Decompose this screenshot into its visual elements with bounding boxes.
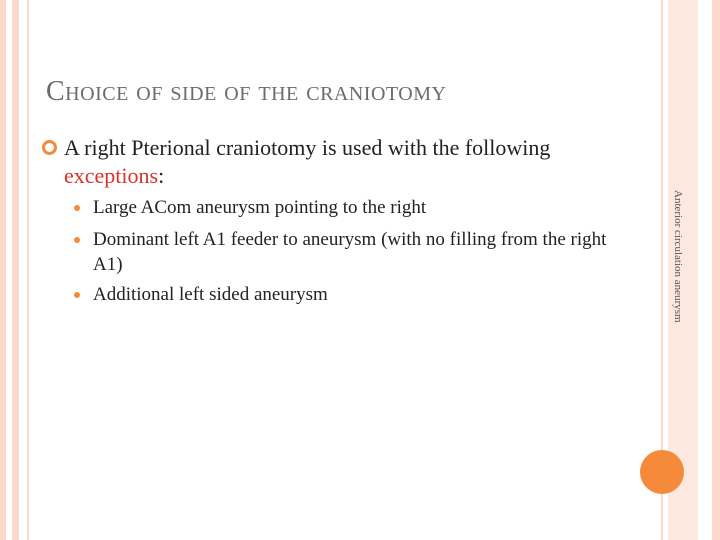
sub-bullet-text: Additional left sided aneurysm (93, 284, 328, 305)
sub-bullet-item (93, 227, 623, 277)
dot-bullet-icon (74, 205, 80, 211)
left-frame-line (27, 0, 29, 540)
sub-bullet-text: Dominant left A1 feeder to aneurysm (with no filling from the right A1) (93, 229, 607, 275)
slide-title: Choice of side of the craniotomy (46, 76, 447, 107)
sub-bullet-item (93, 282, 623, 307)
sub-bullet-item (93, 195, 623, 220)
side-label: Anterior circulation aneurysm (672, 190, 684, 323)
exceptions-highlight: exceptions (64, 163, 159, 188)
dot-bullet-icon (74, 292, 80, 298)
left-frame-inner-band (12, 0, 19, 540)
dot-bullet-icon (74, 237, 80, 243)
sub-bullet-text: Large ACom aneurysm pointing to the right (93, 197, 427, 218)
right-frame-edge (712, 0, 720, 540)
ring-bullet-icon (42, 140, 57, 155)
main-bullet-text: A right Pterional craniotomy is used with the following (64, 135, 551, 160)
main-bullet (64, 134, 604, 190)
left-frame-band (0, 0, 6, 540)
main-bullet-colon: : (158, 163, 165, 188)
orange-circle-decoration (640, 450, 684, 494)
